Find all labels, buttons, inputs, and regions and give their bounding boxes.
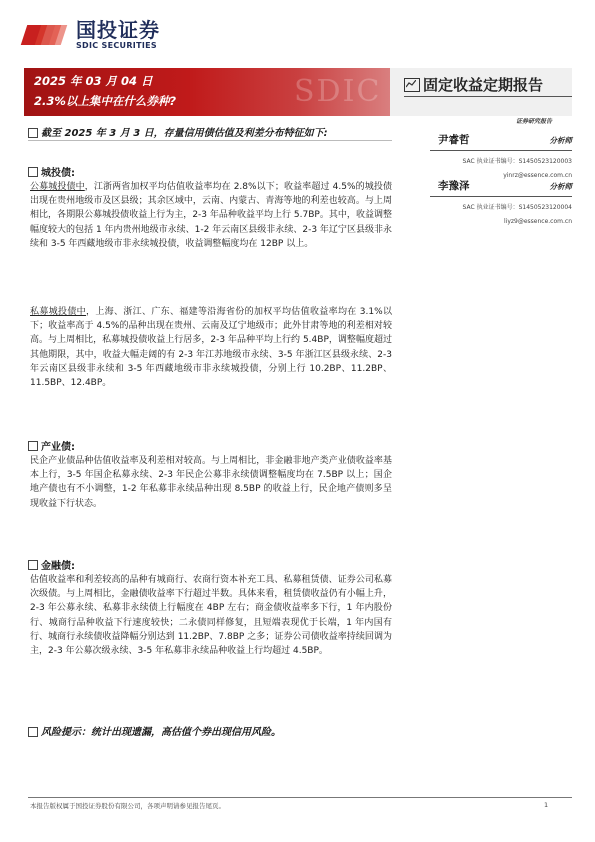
logo-chinese-name: 国投证券 xyxy=(76,18,160,42)
analyst-card xyxy=(430,132,572,179)
analyst-sac: SAC 执业证书编号：S1450523120003 xyxy=(462,158,572,165)
paragraph-body: 民企产业债品种估值收益率及利差相对较高。与上周相比，非金融非地产类产业债收益率基本上行，3-5 年国企私募永续、2-3 年民企公募非永续债调整幅度均在 7.5BP 以上；国企地产债也有不小调整，1-2 年私募非永续品种出现 8.5BP 的收益上行，民企地产债则多呈现收益下行状态。 xyxy=(30,456,392,509)
analyst-sac: SAC 执业证书编号：S1450523120004 xyxy=(462,204,572,211)
analyst-email[interactable]: liyz9@essence.com.cn xyxy=(503,218,572,225)
report-title: 2.3%以上集中在什么券种? xyxy=(34,94,177,108)
title-banner xyxy=(24,68,390,116)
checkbox-icon xyxy=(28,727,38,737)
footer-divider xyxy=(28,797,572,798)
divider xyxy=(404,96,572,97)
analyst-name: 尹睿哲 xyxy=(438,134,470,146)
paragraph-lead: 公募城投债中 xyxy=(30,182,85,192)
paragraph-chanye xyxy=(30,454,392,511)
section-heading-text: 城投债: xyxy=(41,168,75,179)
section-heading-chengtou xyxy=(28,164,75,179)
chart-icon xyxy=(404,78,420,92)
divider xyxy=(430,150,572,151)
report-date: 2025 年 03 月 04 日 xyxy=(34,74,153,88)
checkbox-icon xyxy=(28,441,38,451)
logo-english-name: SDIC SECURITIES xyxy=(76,41,157,50)
checkbox-icon xyxy=(28,128,38,138)
summary-text: 截至 2025 年 3 月 3 日，存量信用债估值及利差分布特征如下: xyxy=(41,128,328,139)
banner-watermark: SDIC xyxy=(294,74,382,109)
analyst-role: 分析师 xyxy=(549,136,572,145)
sub-category: 证券研究报告 xyxy=(516,118,553,125)
analyst-role: 分析师 xyxy=(549,182,572,191)
footer-disclaimer: 本报告版权属于国投证券股份有限公司，各项声明请参见报告尾页。 xyxy=(30,802,225,810)
paragraph-jinrong xyxy=(30,573,392,658)
risk-text: 风险提示：统计出现遗漏，高估值个券出现信用风险。 xyxy=(41,727,281,738)
paragraph-body: ，上海、浙江、广东、福建等沿海省份的加权平均估值收益率均在 3.1%以下；收益率高于 4.5%的品种出现在贵州、云南及辽宁地级市；此外甘肃等地的利差相对较高。与上周相比，私募城投债收益上行居多，2-3 年品种平均上行约 5.4BP，调整幅度超过其他期限，其中，收益大幅走阔的有 2-3 年江苏地级市永续、3-5 年浙江区县级永续、2-3 年云南区县级非永续和 3-5 年西藏地级市非永续城投债，分别上行 10.2BP、11.2BP、11.5BP、12.4BP。 xyxy=(30,307,392,389)
paragraph-private-chengtou xyxy=(30,305,392,390)
divider xyxy=(430,196,572,197)
checkbox-icon xyxy=(28,560,38,570)
risk-warning xyxy=(28,723,281,738)
section-heading-jinrong xyxy=(28,557,75,572)
checkbox-icon xyxy=(28,167,38,177)
company-logo xyxy=(24,20,160,50)
analyst-name: 李豫泽 xyxy=(438,180,470,192)
logo-mark-icon xyxy=(24,23,68,47)
report-type-text: 固定收益定期报告 xyxy=(423,76,544,94)
divider xyxy=(28,140,392,141)
analyst-card xyxy=(430,178,572,225)
section-heading-text: 产业债: xyxy=(41,442,75,453)
paragraph-body: 估值收益率和利差较高的品种有城商行、农商行资本补充工具、私募租赁债、证券公司私募次级债。与上周相比，金融债收益率下行超过半数。具体来看，租赁债收益仍有小幅上升，2-3 年公募永续、私募非永续债上行幅度在 4BP 左右；商金债收益率多下行，1 年内股份行、城商行品种收益下行速度较快；二永债同样修复，且短端表现优于长端，1 年内国有行、城商行永续债收益降幅分别达到 11.2BP、7.8BP 之多；证券公司债收益率持续回调为主，2-3 年公募次级永续、3-5 年私募非永续品种收益上行均超过 4.5BP。 xyxy=(30,575,392,657)
page-number: 1 xyxy=(544,801,549,809)
section-heading-text: 金融债: xyxy=(41,561,75,572)
summary-line xyxy=(28,124,392,139)
section-heading-chanye xyxy=(28,438,75,453)
report-type-label xyxy=(404,74,543,95)
analyst-email[interactable]: yinrz@essence.com.cn xyxy=(503,172,572,179)
paragraph-body: ，江浙两省加权平均估值收益率均在 2.8%以下；收益率超过 4.5%的城投债出现在贵州地级市及区县级；其余区域中，云南、内蒙古、青海等地的利差也较高。与上周相比，各期限公募城投债收益上行为主，2-3 年品种收益平均上行 5.7BP。其中，收益调整幅度较大的包括 1 年内贵州地级市永续、1-2 年云南区县级非永续、2-3 年辽宁区县级非永续和 3-5 年西藏地级市非永续城投债，收益调整幅度均在 12BP 以上。 xyxy=(30,182,392,249)
paragraph-public-chengtou xyxy=(30,180,392,251)
paragraph-lead: 私募城投债中 xyxy=(30,307,86,317)
